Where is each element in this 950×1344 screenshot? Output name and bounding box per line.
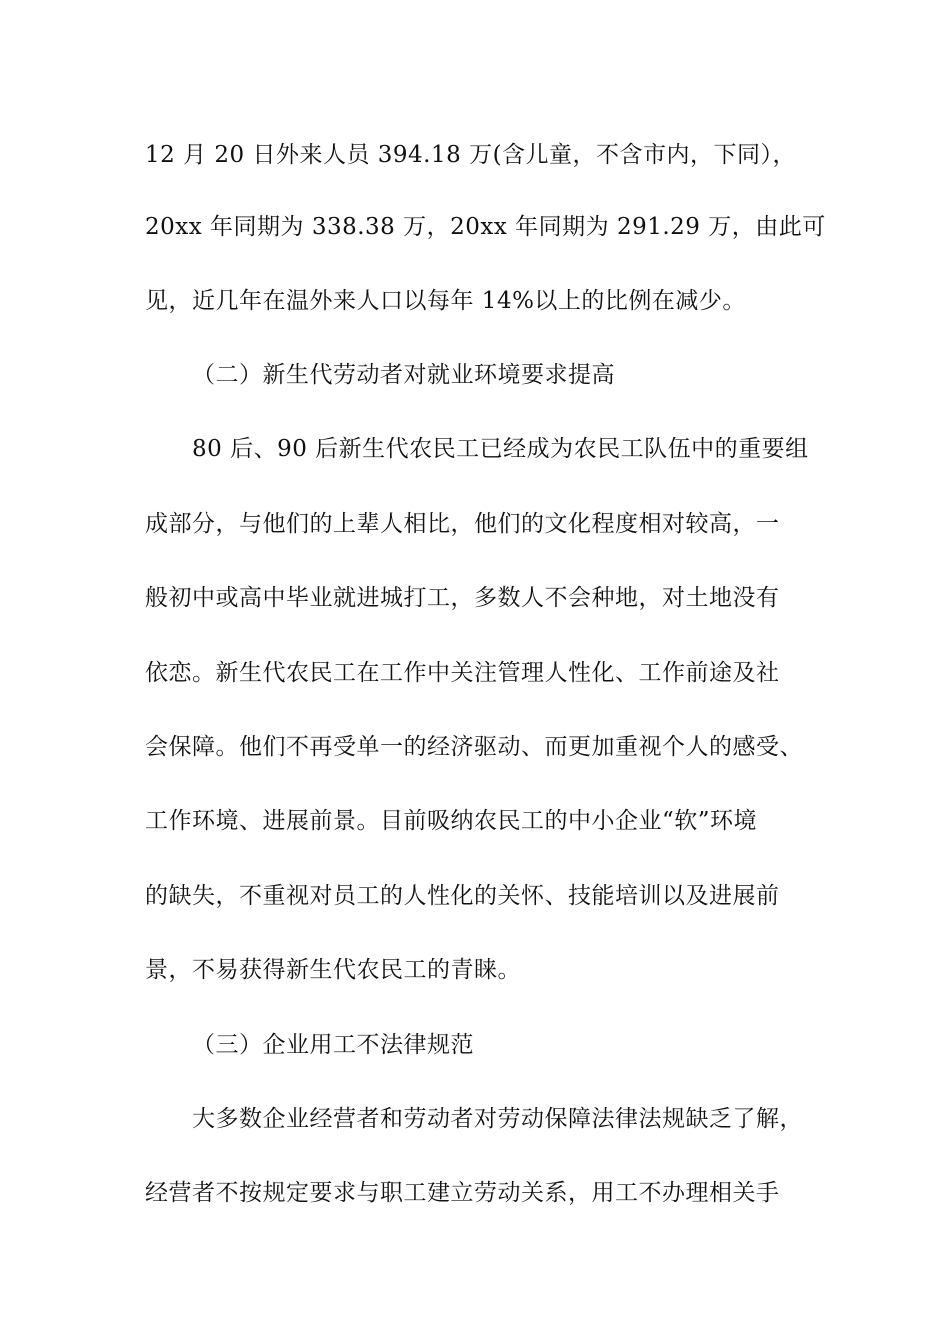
paragraph-line: 经营者不按规定要求与职工建立劳动关系，用工不办理相关手: [145, 1180, 780, 1206]
paragraph-line: 20xx 年同期为 338.38 万，20xx 年同期为 291.29 万，由此可: [145, 214, 826, 240]
paragraph-line: 成部分，与他们的上辈人相比，他们的文化程度相对较高，一: [145, 511, 780, 537]
paragraph-line: 12 月 20 日外来人员 394.18 万(含儿童，不含市内，下同），: [145, 142, 797, 168]
paragraph-line: 80 后、90 后新生代农民工已经成为农民工队伍中的重要组: [192, 436, 809, 462]
section-heading: （二）新生代劳动者对就业环境要求提高: [192, 362, 615, 388]
paragraph-line: 见，近几年在温外来人口以每年 14%以上的比例在减少。: [145, 288, 746, 314]
paragraph-line: 会保障。他们不再受单一的经济驱动、而更加重视个人的感受、: [145, 734, 803, 760]
section-heading: （三）企业用工不法律规范: [192, 1032, 474, 1058]
paragraph-line: 景，不易获得新生代农民工的青睐。: [145, 957, 521, 983]
paragraph-line: 依恋。新生代农民工在工作中关注管理人性化、工作前途及社: [145, 660, 780, 686]
paragraph-line: 的缺失，不重视对员工的人性化的关怀、技能培训以及进展前: [145, 883, 780, 909]
paragraph-line: 工作环境、进展前景。目前吸纳农民工的中小企业“软”环境: [145, 808, 758, 834]
paragraph-line: 大多数企业经营者和劳动者对劳动保障法律法规缺乏了解，: [192, 1106, 803, 1132]
paragraph-line: 般初中或高中毕业就进城打工，多数人不会种地，对土地没有: [145, 585, 780, 611]
